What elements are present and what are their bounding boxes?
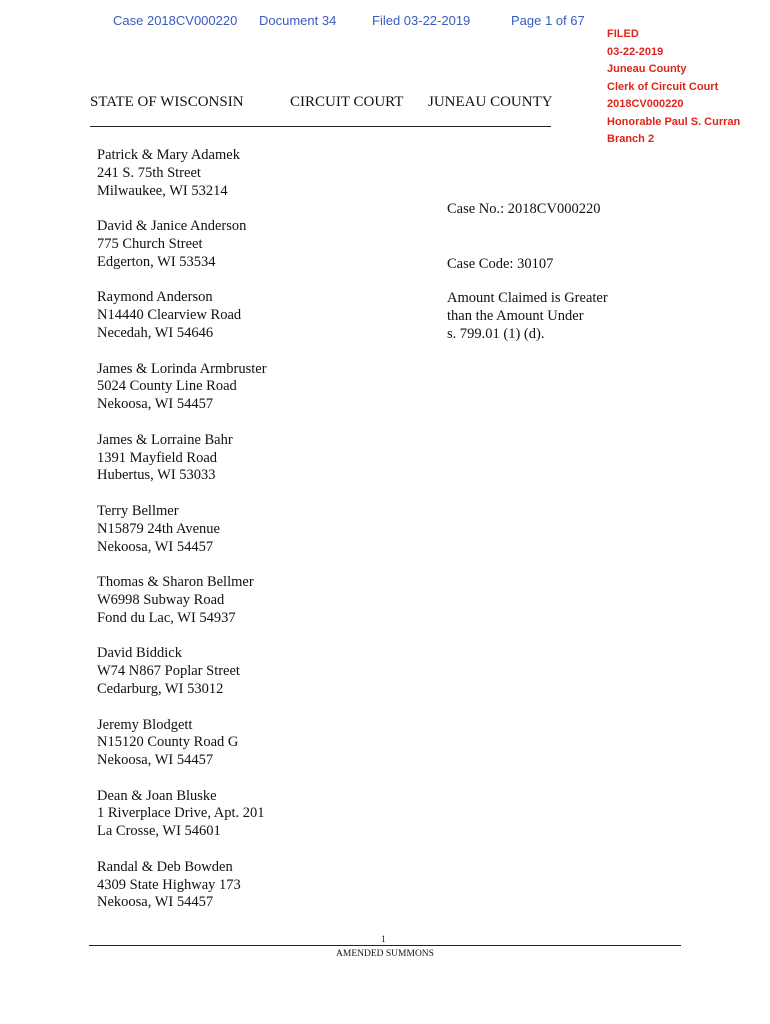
header-case: Case 2018CV000220 (113, 13, 238, 28)
party-block (97, 218, 267, 271)
stamp-line: 03-22-2019 (607, 45, 664, 58)
footer-title: AMENDED SUMMONS (336, 949, 434, 959)
party-city: La Crosse, WI 54601 (97, 823, 221, 840)
party-street: W74 N867 Poplar Street (97, 663, 240, 680)
party-name: Patrick & Mary Adamek (97, 147, 240, 163)
amount-claimed-line: s. 799.01 (1) (d). (447, 325, 545, 342)
header-filed: Filed 03-22-2019 (372, 13, 471, 28)
party-block (97, 503, 267, 556)
party-street: 4309 State Highway 173 (97, 876, 241, 893)
party-block (97, 147, 267, 200)
stamp-line: Juneau County (607, 63, 687, 75)
stamp-line: 2018CV000220 (607, 98, 684, 110)
filing-stamp (607, 26, 740, 149)
party-city: Cedarburg, WI 53012 (97, 680, 224, 697)
stamp-line: Honorable Paul S. Curran (607, 115, 741, 128)
party-street: N15120 County Road G (97, 734, 239, 751)
amount-claimed-line: Amount Claimed is Greater (447, 290, 608, 306)
party-street: W6998 Subway Road (97, 591, 225, 608)
party-block (97, 289, 267, 342)
footer-rule (89, 945, 681, 946)
party-city: Necedah, WI 54646 (97, 324, 214, 341)
party-name: Terry Bellmer (97, 502, 179, 519)
party-block (97, 788, 267, 841)
header-document: Document 34 (259, 13, 337, 28)
party-street: 1 Riverplace Drive, Apt. 201 (97, 805, 265, 822)
party-city: Fond du Lac, WI 54937 (97, 609, 236, 626)
party-city: Nekoosa, WI 54457 (97, 396, 214, 413)
caption-rule (90, 126, 551, 127)
parties-list (97, 147, 267, 930)
case-code: Case Code: 30107 (447, 256, 554, 272)
party-name: James & Lorinda Armbruster (97, 360, 267, 377)
party-block (97, 645, 267, 698)
amount-claimed-line: than the Amount Under (447, 307, 584, 324)
party-name: Randal & Deb Bowden (97, 858, 233, 875)
party-street: 1391 Mayfield Road (97, 449, 218, 466)
party-city: Hubertus, WI 53033 (97, 467, 216, 484)
party-city: Milwaukee, WI 53214 (97, 182, 228, 199)
party-city: Edgerton, WI 53534 (97, 253, 216, 270)
party-name: Jeremy Blodgett (97, 716, 193, 733)
case-number: Case No.: 2018CV000220 (447, 201, 601, 217)
party-name: Raymond Anderson (97, 289, 213, 306)
party-street: 241 S. 75th Street (97, 164, 201, 181)
party-block (97, 717, 267, 770)
caption-state: STATE OF WISCONSIN (90, 94, 244, 110)
party-street: N14440 Clearview Road (97, 307, 242, 324)
party-name: James & Lorraine Bahr (97, 431, 233, 448)
party-city: Nekoosa, WI 54457 (97, 752, 214, 769)
stamp-line: FILED (607, 28, 639, 40)
page-number: 1 (381, 934, 386, 944)
header-page: Page 1 of 67 (511, 13, 585, 28)
party-city: Nekoosa, WI 54457 (97, 894, 214, 911)
party-name: David Biddick (97, 645, 182, 662)
party-name: Dean & Joan Bluske (97, 787, 217, 804)
party-block (97, 859, 267, 912)
party-street: 775 Church Street (97, 235, 203, 252)
party-block (97, 361, 267, 414)
stamp-line: Branch 2 (607, 133, 655, 145)
party-street: N15879 24th Avenue (97, 520, 220, 537)
party-street: 5024 County Line Road (97, 378, 237, 395)
party-name: Thomas & Sharon Bellmer (97, 574, 254, 591)
stamp-line: Clerk of Circuit Court (607, 80, 719, 93)
party-name: David & Janice Anderson (97, 218, 247, 235)
amount-claimed (447, 290, 608, 343)
caption-court: CIRCUIT COURT (290, 94, 404, 110)
party-city: Nekoosa, WI 54457 (97, 538, 214, 555)
caption-county: JUNEAU COUNTY (428, 94, 553, 110)
party-block (97, 432, 267, 485)
party-block (97, 574, 267, 627)
